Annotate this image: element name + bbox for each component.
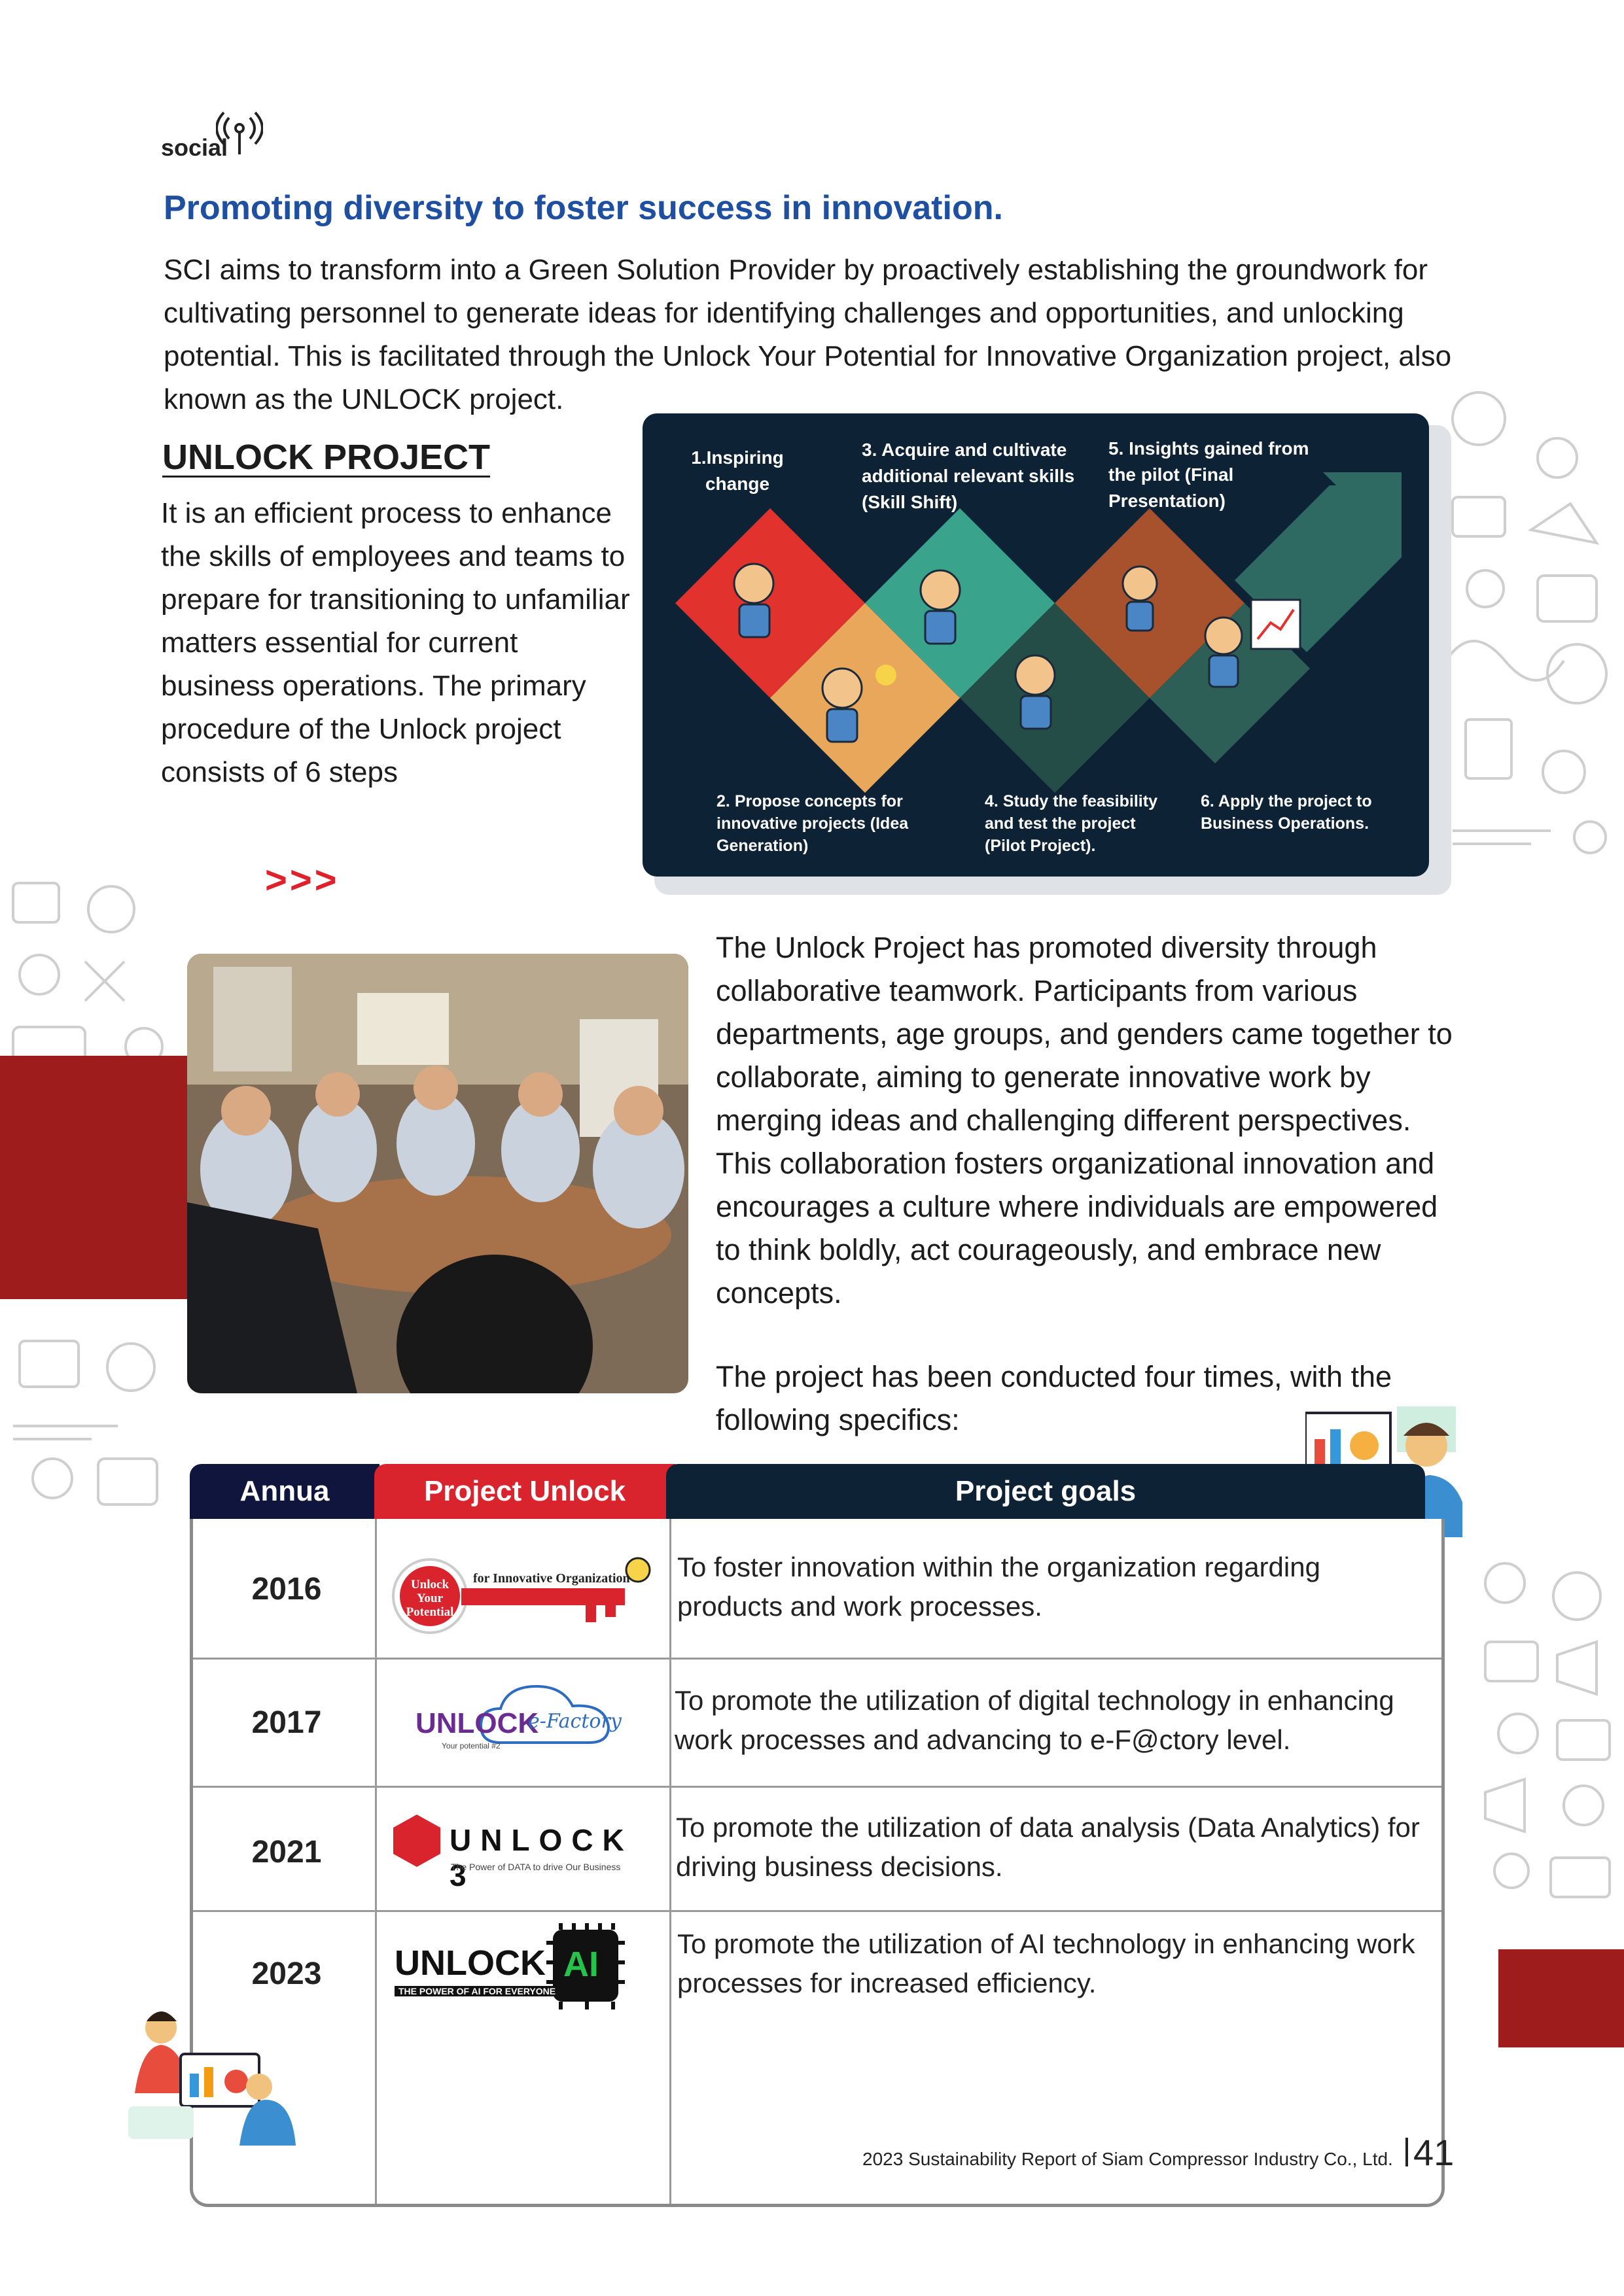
collaboration-paragraph: The Unlock Project has promoted diversity through collaborative teamwork. Participants from various departments, age groups, and genders came together to collaborate, aiming to generate innovative work by merging ideas and challenging different perspectives. This collaboration fosters organizational innovation and encourages a culture where individuals are empowered to think boldly, act courageously, and embrace new concepts. — [716, 931, 1453, 1310]
logo-script: e-Factory — [528, 1710, 622, 1733]
step-4: 4. Study the feasibility and test the project (Pilot Project). — [985, 792, 1157, 855]
goal-cell: To promote the utilization of digital technology in enhancing work processes and advancing to e-F@ctory level. — [675, 1685, 1394, 1755]
broadcast-icon — [216, 105, 263, 157]
chart-board-icon — [1251, 600, 1300, 649]
col-header-project: Project Unlock — [374, 1464, 675, 1519]
col-header-goals: Project goals — [666, 1464, 1425, 1519]
table-row — [193, 1658, 1441, 1786]
logo-ai: AI — [563, 1945, 599, 1984]
logo-main: UNLOCK — [415, 1707, 539, 1739]
process-infographic — [643, 413, 1429, 877]
logo-unlock-2016 — [389, 1550, 658, 1635]
col-header-year: Annua — [190, 1464, 380, 1519]
year-cell: 2021 — [251, 1835, 322, 1870]
step-6: 6. Apply the project to Business Operations. — [1201, 792, 1372, 833]
table-row — [193, 1910, 1441, 2028]
logo-text: for Innovative Organization — [473, 1571, 630, 1586]
logo-sub: Your potential #2 — [442, 1741, 501, 1750]
year-cell: 2016 — [251, 1572, 322, 1607]
step-5: 5. Insights gained from the pilot (Final Presentation) — [1108, 438, 1309, 511]
doodle-pattern-right-top — [1426, 379, 1623, 877]
unlock-description: It is an efficient process to enhance the skills of employees and teams to prepare for transitioning to unfamiliar matters essential for current business operations. The primary procedure of the Unlock project consists of 6 steps — [161, 497, 630, 788]
page-divider — [1405, 2138, 1408, 2166]
step-3: 3. Acquire and cultivate additional relevant skills (Skill Shift) — [862, 440, 1075, 512]
workshop-photo — [187, 954, 688, 1393]
logo-main: UNLOCK 3 — [450, 1823, 633, 1892]
goal-cell: To promote the utilization of data analysis (Data Analytics) for driving business decisions. — [676, 1812, 1420, 1882]
table-row — [193, 1786, 1441, 1910]
unlock-title: UNLOCK PROJECT — [162, 438, 491, 477]
arrow-marker: >>> — [265, 859, 340, 901]
page-number: 41 — [1413, 2132, 1455, 2173]
logo-sub: THE POWER OF AI FOR EVERYONE — [395, 1986, 559, 1996]
goal-cell: To promote the utilization of AI technology in enhancing work processes for increased efficiency. — [677, 1928, 1415, 1998]
goal-cell: To foster innovation within the organization regarding products and work processes. — [677, 1552, 1320, 1622]
step-2: 2. Propose concepts for innovative projects (Idea Generation) — [716, 792, 909, 855]
logo-unlock-2023 — [389, 1917, 658, 2021]
step-1: 1.Inspiring change — [691, 447, 784, 494]
decor-red-block-left — [0, 1056, 188, 1299]
logo-unlock-2017 — [389, 1677, 658, 1762]
footer-text: 2023 Sustainability Report of Siam Compressor Industry Co., Ltd. — [862, 2149, 1393, 2169]
table-body — [190, 1519, 1445, 2207]
decor-red-block-right — [1498, 1949, 1624, 2047]
conducted-paragraph: The project has been conducted four times, with the following specifics: — [716, 1360, 1392, 1436]
table-row — [193, 1519, 1441, 1658]
year-cell: 2017 — [251, 1705, 322, 1740]
team-illustration — [122, 2002, 305, 2146]
year-cell: 2023 — [251, 1957, 322, 1991]
page-heading: Promoting diversity to foster success in innovation. — [164, 189, 1003, 227]
lightbulb-icon — [875, 665, 896, 686]
intro-paragraph: SCI aims to transform into a Green Solution Provider by proactively establishing the groundwork for cultivating personnel to generate ideas for identifying challenges and opportunities, and unlocking potential. This is facilitated through the Unlock Your Potential for Innovative Organization project, also known as the UNLOCK project. — [164, 254, 1452, 415]
doodle-pattern-right-bottom — [1466, 1544, 1624, 1962]
logo-unlock-2021 — [389, 1809, 658, 1892]
logo-sub: The Power of DATA to drive Our Business — [451, 1862, 621, 1872]
logo-main: UNLOCK — [395, 1943, 546, 1983]
logo-badge-text: Unlock Your Potential — [406, 1578, 454, 1619]
section-label: social — [161, 134, 228, 161]
